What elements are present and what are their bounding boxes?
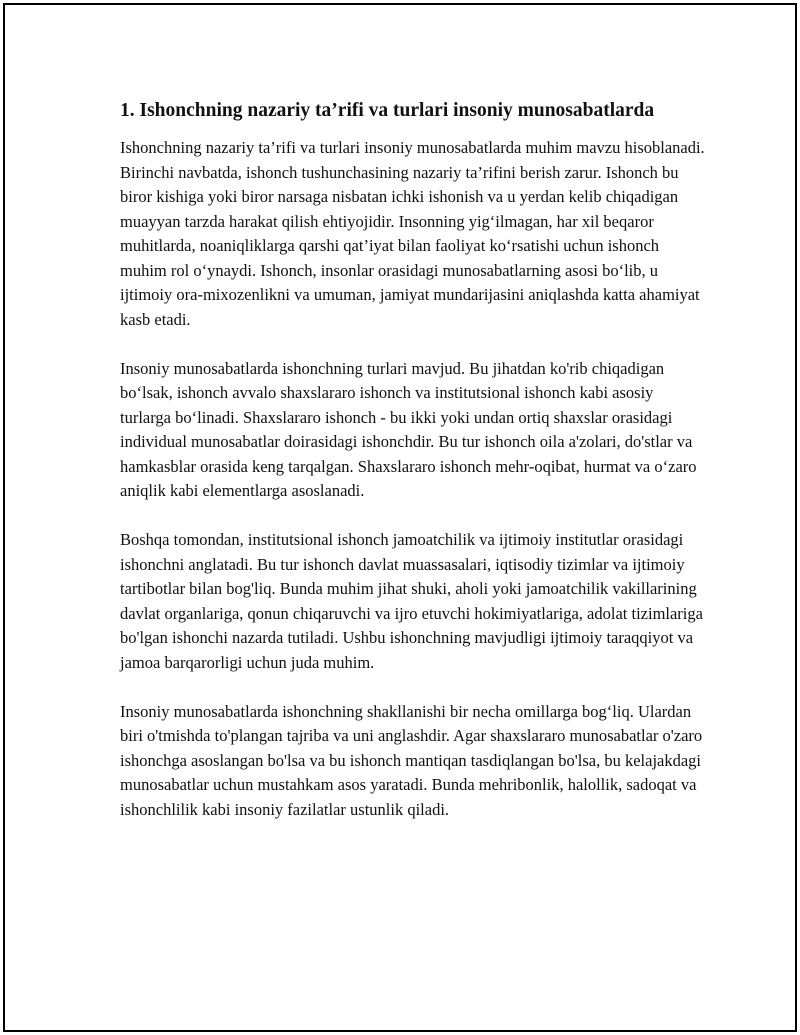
paragraph-3: Boshqa tomondan, institutsional ishonch jamoatchilik va ijtimoiy institutlar orasidagi ishonchni anglatadi. Bu tur ishonch davlat muassasalari, iqtisodiy tizimlar va ijtimoiy tartibotlar bilan bog'liq. Bunda muhim jihat shuki, aholi yoki jamoatchilik vakillarining davlat organlariga, qonun chiqaruvchi va ijro etuvchi hokimiyatlariga, adolat tizimlariga bo'lgan ishonchi nazarda tutiladi. Ushbu ishonchning mavjudligi ijtimoiy taraqqiyot va jamoa barqarorligi uchun juda muhim.	[120, 530, 703, 672]
document-body	[120, 97, 705, 822]
paragraph-1: Ishonchning nazariy ta’rifi va turlari insoniy munosabatlarda muhim mavzu hisoblanadi. Birinchi navbatda, ishonch tushunchasining nazariy ta’rifini berish zarur. Ishonch bu biror kishiga yoki biror narsaga nisbatan ichki ishonish va u yerdan kelib chiqadigan muayyan tarzda harakat qilish ehtiyojidir. Insonning yig‘ilmagan, har xil beqaror muhitlarda, noaniqliklarga qarshi qat’iyat bilan faoliyat ko‘rsatishi uchun ishonch muhim rol o‘ynaydi. Ishonch, insonlar orasidagi munosabatlarning asosi bo‘lib, u ijtimoiy ora-mixozenlikni va umuman, jamiyat mundarijasini aniqlashda katta ahamiyat kasb etadi.	[120, 138, 705, 329]
paragraph-4: Insoniy munosabatlarda ishonchning shakllanishi bir necha omillarga bog‘liq. Ulardan biri o'tmishda to'plangan tajriba va uni anglashdir. Agar shaxslararo munosabatlar o'zaro ishonchga asoslangan bo'lsa va bu ishonch mantiqan tasdiqlangan bo'lsa, bu kelajakdagi munosabatlar uchun mustahkam asos yaratadi. Bunda mehribonlik, halollik, sadoqat va ishonchlilik kabi insoniy fazilatlar ustunlik qiladi.	[120, 701, 703, 819]
page-frame	[3, 3, 797, 1032]
section-heading: 1. Ishonchning nazariy ta’rifi va turlari insoniy munosabatlarda	[120, 100, 655, 121]
paragraph-2: Insoniy munosabatlarda ishonchning turlari mavjud. Bu jihatdan ko'rib chiqadigan bo‘lsak, ishonch avvalo shaxslararo ishonch va institutsional ishonch kabi asosiy turlarga bo‘linadi. Shaxslararo ishonch - bu ikki yoki undan ortiq shaxslar orasidagi individual munosabatlar doirasidagi ishonchdir. Bu tur ishonch oila a'zolari, do'stlar va hamkasblar orasida keng tarqalgan. Shaxslararo ishonch mehr-oqibat, hurmat va o‘zaro aniqlik kabi elementlarga asoslanadi.	[120, 358, 697, 500]
